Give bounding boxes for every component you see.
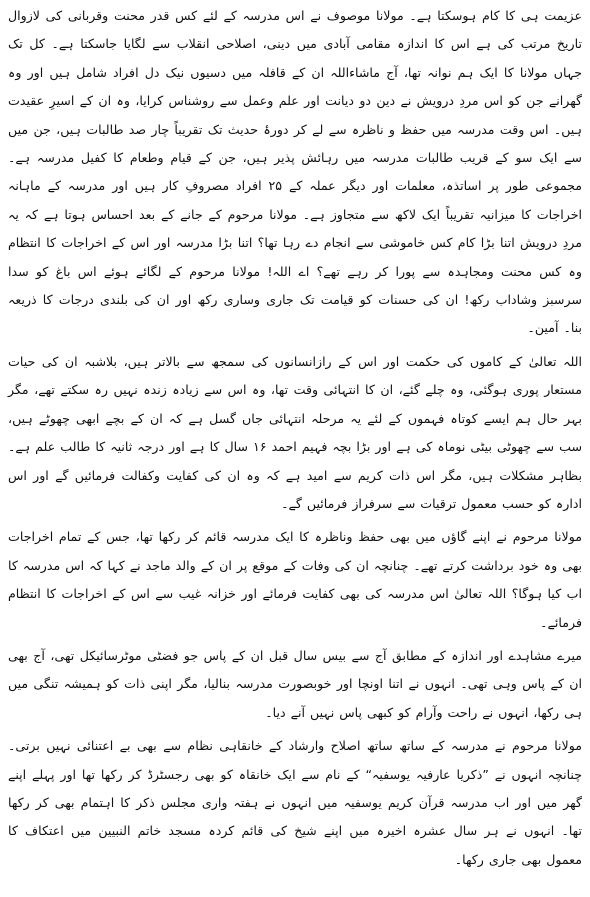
paragraph-village-madrasa: مولانا مرحوم نے اپنے گاؤں میں بھی حفظ وناظرہ کا ایک مدرسہ قائم کر رکھا تھا، جس کے تمام اخراجات بھی وہ خود برداشت کرتے تھے۔ چنانچہ ان کی وفات کے موقع پر ان کے والد ماجد نے کہا کہ اس مدرسہ کا اب کیا ہوگا؟ اللہ تعالیٰ اس مدرسہ کی بھی کفایت فرمائے اور خزانہ غیب سے اس کے اخراجات کا انتظام فرمائے۔	[8, 529, 582, 630]
paragraph-khanqah: مولانا مرحوم نے مدرسہ کے ساتھ ساتھ اصلاح وارشاد کے خانقاہی نظام سے بھی بے اعتنائی نہیں برتی۔ چنانچہ انہوں نے ”ذکریا عارفیہ یوسفیہ“ کے نام سے ایک خانقاہ کو بھی رجسٹرڈ کر رکھا تھا اور پہلے اپنے گھر میں اور اب مدرسہ قرآن کریم یوسفیہ میں انہوں نے ہفتہ واری مجلس ذکر کا اہتمام بھی کر رکھا تھا۔ انہوں نے ہر سال عشرہ اخیرہ میں اپنے شیخ کی قائم کردہ مسجد خاتم النبیین میں اعتکاف کا معمول بھی جاری رکھا۔	[8, 738, 582, 867]
paragraph-madrasa-history: عزیمت ہی کا کام ہوسکتا ہے۔ مولانا موصوف نے اس مدرسہ کے لئے کس قدر محنت وقربانی کی لازوال تاریخ مرتب کی ہے اس کا اندازہ مقامی آبادی میں دینی، اصلاحی انقلاب سے لگایا جاسکتا ہے۔ کل تک جہاں مولانا کا ایک ہم نوانہ تھا، آج ماشاءاللہ ان کے قافلہ میں دسیوں نیک دل افراد شامل ہیں اور وہ گھرانے جن کو اس مردِ درویش نے دین دو دیانت اور علم وعمل سے روشناس کرایا، وہ ان کے اسیرِ عقیدت ہیں۔ اس وقت مدرسہ میں حفظ و ناظرہ سے لے کر دورۂ حدیث تک تقریباً چار صد طالبات ہیں، جن میں سے ایک سو کے قریب طالبات مدرسہ میں رہائش پذیر ہیں، جن کے قیام وطعام کا کفیل مدرسہ ہے۔ مجموعی طور پر اساتذہ، معلمات اور دیگر عملہ کے ۲۵ افراد مصروفِ کار ہیں اور مدرسہ کے ماہانہ اخراجات کا میزانیہ تقریباً ایک لاکھ سے متجاوز ہے۔ مولانا مرحوم کے جانے کے بعد احساس ہوتا ہے کہ یہ مردِ درویش اتنا بڑا کام کس خاموشی سے انجام دے رہا تھا؟ اتنا بڑا مدرسہ اور اس کے اخراجات کا انتظام وہ کس محنت ومجاہدہ سے پورا کر رہے تھے؟ اے اللہ! مولانا مرحوم کے لگائے ہوئے اس باغ کو سدا سرسبز وشاداب رکھ! ان کی حسنات کو قیامت تک جاری وساری رکھ اور ان کی بلندی درجات کا ذریعہ بنا۔ آمین۔	[8, 8, 583, 336]
paragraph-divine-wisdom: اللہ تعالیٰ کے کاموں کی حکمت اور اس کے رازانسانوں کی سمجھ سے بالاتر ہیں، بلاشبہ ان کی حیات مستعار پوری ہوگئی، وہ چلے گئے، ان کا انتہائی وقت تھا، وہ اس سے زیادہ زندہ نہیں رہ سکتے تھے، مگر بہر حال ہم ایسے کوتاہ فہموں کے لئے یہ مرحلہ انتہائی جاں گسل ہے کہ ان کے بچے ابھی چھوٹے ہیں، سب سے چھوٹی بیٹی نوماہ کی ہے اور بڑا بچہ فہیم احمد ۱۶ سال کا ہے اور درجہ ثانیہ کا طالب علم ہے۔ بظاہر مشکلات ہیں، مگر اس ذات کریم سے امید ہے کہ وہ ان کی کفایت وکفالت فرمائیں گے اور اس ادارہ کو حسب معمول ترقیات سے سرفراز فرمائیں گے۔	[8, 353, 582, 511]
paragraph-simple-life: میرے مشاہدے اور اندازہ کے مطابق آج سے بیس سال قبل ان کے پاس جو فضٹی موٹرسائیکل تھی، آج بھی ان کے پاس وہی تھی۔ انہوں نے اتنا اونچا اور خوبصورت مدرسہ بنالیا، مگر اپنی ذات کو ہمیشہ تنگی میں ہی رکھا، انہوں نے راحت وآرام کو کبھی پاس نہیں آنے دیا۔	[8, 647, 582, 720]
